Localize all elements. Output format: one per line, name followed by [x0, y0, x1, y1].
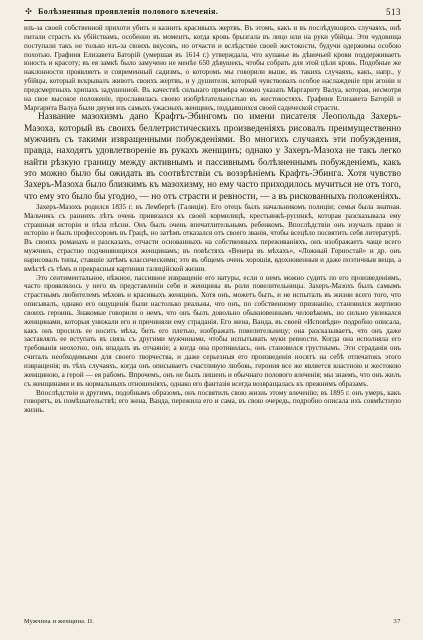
running-header: [24, 0, 401, 21]
page-body: [24, 24, 401, 415]
paragraph-ending: Впослѣдствіи и другимъ, подобнымъ образомъ, онъ посвятилъ свою жизнь этому влеченію; въ 1895 г. онъ умеръ, какъ говорятъ, въ помѣшательствѣ; его жена, Ванда, пережила его и сама, въ свою очередь, подробно описала ихъ совмѣстную жизнь.: [24, 388, 401, 415]
paragraph-character: Это сентиментальное, нѣжное, пассивное извращеніе его натуры, если о немъ можно судить по его произведеніямъ, часто проявлялось у него въ представленіи себя и женщины въ роли повелительницы. Захеръ-Мазохъ былъ самымъ страстнымъ любителемъ мѣховъ и красивыхъ женщинъ. Хотя онъ, можетъ быть, и не испыталъ въ жизни всего того, что описывалъ, однако его ощущенія были настолько реальны, что онъ, по собственному признанію, становился жертвою своихъ героинь. Знакомые говорили о немъ, что онъ былъ довольно обыкновеннымъ человѣкомъ, но сильно увлекался женщинами, которыя унижали его и причиняли ему страданія. Его жена, Ванда, въ своей «Исповѣди» подробно описала, какъ онъ просилъ ее носить мѣха, бить его плетью, изображать повелительницу; она разсказываетъ, что онъ даже заставлялъ ее вступать въ связь съ другими мужчинами, чтобы испытывать муки ревности. Когда она исполняла его требованія неохотно, онъ впадалъ въ отчаяніе; а когда она противилась, онъ становился грустнымъ. Эти страданія онъ считалъ необходимыми для своего творчества, и даже серьезныя его произведенія носятъ на себѣ отпечатокъ этого извращенія; въ тѣхъ случаяхъ, когда онъ описываетъ счастливую любовь, героиня все же является властною и жестокою женщиною, а герой — ея рабомъ. Впрочемъ, онъ не былъ лишенъ и обычнаго полового влеченія; мы знаемъ, что онъ жилъ съ женщинами и въ нормальныхъ отношеніяхъ, однако его фантазія всегда возвращалась къ прежнимъ образамъ.: [24, 273, 401, 388]
paragraph-biography: Захеръ-Мазохъ родился 1835 г. въ Лембергѣ (Галиція). Его отецъ былъ начальникомъ полиціи; семья была знатная. Мальчикъ съ раннихъ лѣтъ очень привязался къ своей кормилицѣ, крестьянкѣ-русинкѣ, которая разсказывала ему страшныя исторіи и пѣла пѣсни. Онъ былъ очень впечатлительнымъ ребенкомъ. Впослѣдствіи онъ изучалъ право и исторію и былъ профессоромъ въ Грацѣ, но затѣмъ отказался отъ своего званія, чтобы всецѣло посвятить себя литературѣ. Въ своихъ романахъ и разсказахъ, отчасти основанныхъ на собственныхъ переживаніяхъ, онъ изображаетъ чаще всего мужчинъ, страстно подчиняющихся женщинамъ; въ повѣстяхъ «Венера въ мѣхахъ», «Ложный Горностай» и др. онъ нарисовалъ типы, ставшіе затѣмъ классическими; это въ общемъ очень хорошія, вдохновенныя и даже поэтичныя вещи, а вмѣстѣ съ тѣмъ и прекрасныя картинки галиційской жизни.: [24, 202, 401, 273]
ornament-icon: ✣: [25, 6, 32, 16]
paragraph-masochism-intro: Название мазохизмъ дано Крафтъ-Эбингомъ по имени писателя Леопольда Захеръ-Мазоха, который въ своихъ беллетристическихъ произведеніяхъ рисовалъ преимущественно мужчинъ съ такими извращенными побужденіями. Во многихъ случаяхъ эти побуждения, правда, находятъ удовлетвореніе въ рукахъ женщинъ; однако у Захеръ-Мазоха не такъ легко найти рѣзкую границу между активнымъ и пассивнымъ болѣзненнымъ побужденіемъ, какъ это можно было бы ожидать въ соотвѣтствіи съ воззрѣніемъ Крафтъ-Эбинга. Хотя чувство Захеръ-Мазоха было близкимъ къ мазохизму, но ему часто приходилось мучиться не отъ того, что ему это было бы угодно, — но отъ страсти и ревности, — а въ рискованныхъ положеніяхъ.: [24, 112, 401, 202]
book-label: Мужчина и женщина. II.: [24, 618, 95, 625]
page-number: 513: [386, 6, 401, 17]
paragraph-continued: изъ-за своей собственной прихоти убить и казнить красивыхъ жертвъ. Въ этомъ, какъ и въ послѣдующихъ случаяхъ, онѣ питали страсть къ убійствамъ, особенно въ моментъ, когда кровь брызгала въ лицо или на руки убійцы. Эти чудовища поступали такъ не только изъ-за своихъ вкусовъ, но отчасти и вслѣдствіе своей жестокости, будучи одержимы особою похотью. Графиня Елизавета Баторій (умершая въ 1614 г.) утверждала, что купанье въ дѣвичьей крови поддерживаетъ юность и красоту; въ ея замкѣ было замучено не менѣе 650 дѣвушекъ, чтобы собрать для этой цѣли кровь. Подобные же наклонности проявляетъ и современный садизмъ, о которомъ мы говорили выше, въ такихъ случаяхъ, какъ, напр., у убійцы, который вскрывалъ животъ своихъ жертвъ, и у душителя, который чувствовалъ особое наслажденіе при агоніи и предсмертныхъ хрипахъ задушенной. Въ качествѣ сильнаго примѣра можно указать Маргариту Валуа, которая, несмотря на свое высокое положеніе, прославилась своею изобрѣтательностью въ жестокостяхъ. Графиня Елизавета Баторій и Маргарита Валуа были двумя изъ самыхъ ужасныхъ женщинъ, поддавшихся своей садической страсти.: [24, 24, 401, 112]
running-title: Болѣзненныя проявленія полового влеченія.: [38, 7, 219, 16]
signature-mark: 37: [393, 618, 401, 625]
page-footer: [24, 618, 401, 625]
